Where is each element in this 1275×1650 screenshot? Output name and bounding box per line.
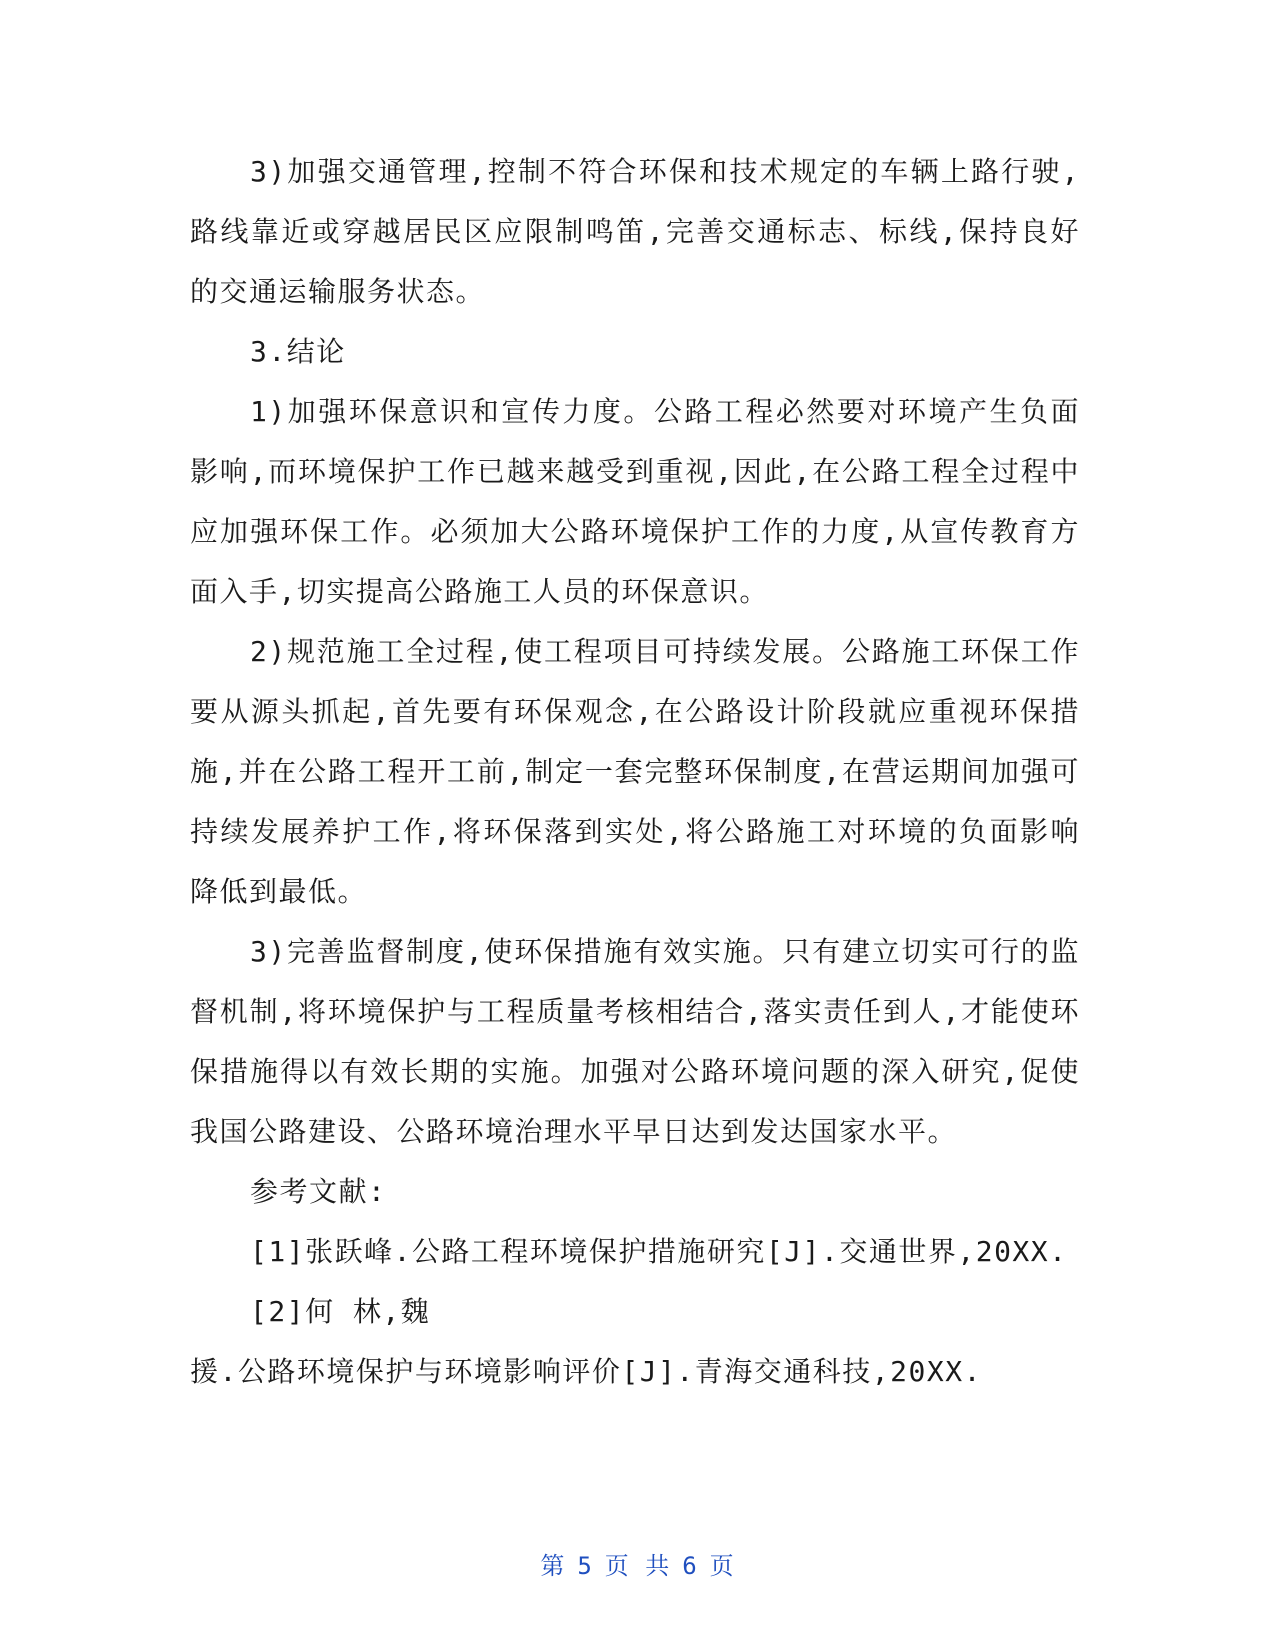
reference-item-2-title: 援.公路环境保护与环境影响评价[J].青海交通科技,20XX. [190, 1355, 982, 1388]
paragraph-conclusion-2: 2)规范施工全过程,使工程项目可持续发展。公路施工环保工作要从源头抓起,首先要有环保观念,在公路设计阶段就应重视环保措施,并在公路工程开工前,制定一套完整环保制度,在营运期间加强可持续发展养护工作,将环保落到实处,将公路施工对环境的负面影响降低到最低。 [190, 635, 1080, 908]
footer-page-mid: 页 共 [604, 1552, 671, 1580]
paragraph-conclusion-3: 3)完善监督制度,使环保措施有效实施。只有建立切实可行的监督机制,将环境保护与工程质量考核相结合,落实责任到人,才能使环保措施得以有效长期的实施。加强对公路环境问题的深入研究,促使我国公路建设、公路环境治理水平早日达到发达国家水平。 [190, 935, 1080, 1148]
footer-page-number: 5 [577, 1552, 593, 1580]
reference-item-2-authors: [2]何 林,魏 [250, 1295, 431, 1328]
document-body [190, 142, 1080, 1402]
section-heading-conclusion: 3.结论 [250, 335, 346, 368]
paragraph-traffic-management: 3)加强交通管理,控制不符合环保和技术规定的车辆上路行驶,路线靠近或穿越居民区应限制鸣笛,完善交通标志、标线,保持良好的交通运输服务状态。 [190, 155, 1080, 308]
page-footer [0, 1546, 1275, 1581]
footer-page-total: 6 [682, 1552, 698, 1580]
reference-item-1: [1]张跃峰.公路工程环境保护措施研究[J].交通世界,20XX. [250, 1235, 1068, 1268]
references-heading: 参考文献: [250, 1175, 387, 1208]
footer-page-suffix: 页 [709, 1552, 735, 1580]
footer-page-prefix: 第 [540, 1552, 566, 1580]
paragraph-conclusion-1: 1)加强环保意识和宣传力度。公路工程必然要对环境产生负面影响,而环境保护工作已越来越受到重视,因此,在公路工程全过程中应加强环保工作。必须加大公路环境保护工作的力度,从宣传教育方面入手,切实提高公路施工人员的环保意识。 [190, 395, 1080, 608]
